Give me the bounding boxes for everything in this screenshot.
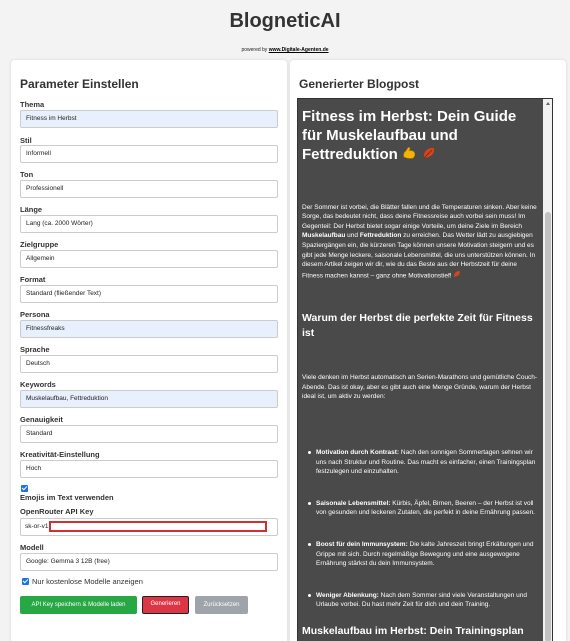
flexed-biceps-icon	[402, 146, 418, 165]
select-zielgruppe[interactable]: Allgemein	[20, 250, 278, 268]
label-stil: Stil	[20, 136, 32, 145]
input-thema[interactable]: Fitness im Herbst	[20, 110, 278, 128]
list-item: Weniger Ablenkung: Nach dem Sommer sind viele Veranstaltungen und Urlaube vorbei. Du hast mehr Zeit für dich und dein Training.	[316, 591, 538, 610]
api-key-input[interactable]	[49, 521, 267, 532]
scroll-up-icon[interactable]	[546, 102, 550, 105]
select-laenge[interactable]: Lang (ca. 2000 Wörter)	[20, 215, 278, 233]
blog-heading: Generierter Blogpost	[299, 77, 420, 91]
label-keywords: Keywords	[20, 380, 56, 389]
intro-keyword-2: Fettreduktion	[359, 232, 402, 240]
powered-link[interactable]: www.Digitale-Agenten.de	[268, 47, 329, 53]
label-persona: Persona	[20, 310, 50, 319]
model-select[interactable]: Google: Gemma 3 12B (free)	[20, 553, 278, 571]
blog-section-heading-2: Muskelaufbau im Herbst: Dein Trainingsplan	[302, 625, 524, 637]
input-persona[interactable]: Fitnessfreaks	[20, 320, 278, 338]
intro-keyword-1: Muskelaufbau	[302, 232, 346, 240]
select-format[interactable]: Standard (fließender Text)	[20, 285, 278, 303]
list-item: Boost für dein Immunsystem: Die kalte Jahreszeit bringt Erkältungen und Grippe mit sich. Durch regelmäßige Bewegung und eine ausgewogene Ernährung stärkst du dein Immunsystem.	[316, 540, 538, 569]
blog-paragraph: Viele denken im Herbst automatisch an Serien-Marathons und gemütliche Couch-Abende. Das ist okay, aber es gibt auch eine Menge Gründe, warum der Herbst ideal ist, um aktiv zu werden:	[302, 374, 538, 401]
input-keywords[interactable]: Muskelaufbau, Fettreduktion	[20, 390, 278, 408]
blog-list	[302, 448, 538, 610]
emoji-checkbox[interactable]	[21, 485, 28, 492]
parameter-heading: Parameter Einstellen	[20, 77, 139, 91]
api-key-label: OpenRouter API Key	[20, 507, 94, 516]
blog-content	[302, 107, 538, 632]
save-api-key-button[interactable]: API Key speichern & Modelle laden	[20, 596, 137, 614]
blog-panel[interactable]	[297, 98, 553, 641]
intro-text-1: Der Sommer ist vorbei, die Blätter fallen und die Temperaturen sinken. Aber keine Sorge, das bedeutet nicht, dass deine Fitnessreise auch vorbei sein muss! Im Gegenteil: Der Herbst bietet sogar einige Vorteile, um deine Ziele im Bereich	[302, 203, 537, 230]
label-zielgruppe: Zielgruppe	[20, 240, 59, 249]
free-models-checkbox[interactable]	[22, 578, 29, 585]
intro-text-3: zu erreichen. Das Wetter lädt zu ausgiebigen Spaziergängen ein, die kürzeren Tage können unsere Motivation steigern und es gibt jede Menge leckere, saisonale Lebensmittel, die uns unterstützen können. In diesem Artikel zeigen wir dir, wie du das Beste aus der Herbstzeit für deine Fitness machen kannst – ganz ohne Motivationstief!	[302, 232, 536, 280]
select-kreativitaet[interactable]: Hoch	[20, 460, 278, 478]
label-genauigkeit: Genauigkeit	[20, 415, 63, 424]
app-title: BlogneticAI	[229, 10, 341, 32]
blog-title	[302, 107, 538, 165]
parameter-card	[11, 60, 287, 641]
list-item: Saisonale Lebensmittel: Kürbis, Äpfel, Birnen, Beeren – der Herbst ist voll von gesunden und leckeren Zutaten, die perfekt in deine Ernährung passen.	[316, 499, 538, 518]
api-key-field	[20, 518, 278, 536]
blog-title-text: Fitness im Herbst: Dein Guide für Muskelaufbau und Fettreduktion	[302, 108, 517, 163]
emoji-label: Emojis im Text verwenden	[20, 493, 114, 502]
blog-scrollbar[interactable]	[543, 99, 552, 641]
label-thema: Thema	[20, 100, 45, 109]
reset-button[interactable]: Zurücksetzen	[195, 596, 248, 614]
select-sprache[interactable]: Deutsch	[20, 355, 278, 373]
generate-button[interactable]: Generieren	[142, 596, 189, 614]
api-key-prefix: sk-or-v1	[25, 523, 49, 530]
label-kreativitaet: Kreativität-Einstellung	[20, 450, 100, 459]
scroll-thumb[interactable]	[545, 212, 551, 641]
free-models-label: Nur kostenlose Modelle anzeigen	[32, 577, 143, 586]
blog-intro	[302, 203, 538, 282]
select-genauigkeit[interactable]: Standard	[20, 425, 278, 443]
blog-card	[290, 60, 566, 641]
intro-text-2: und	[345, 232, 360, 240]
powered-by	[0, 47, 570, 53]
list-item: Motivation durch Kontrast: Nach den sonnigen Sommertagen sehnen wir uns nach Struktur und Routine. Das macht es einfacher, einen Trainingsplan festzulegen und einzuhalten.	[316, 448, 538, 477]
fallen-leaf-icon	[422, 146, 436, 165]
label-format: Format	[20, 275, 46, 284]
select-ton[interactable]: Professionell	[20, 180, 278, 198]
powered-prefix: powered by	[241, 47, 269, 53]
model-label: Modell	[20, 543, 44, 552]
select-stil[interactable]: Informell	[20, 145, 278, 163]
label-ton: Ton	[20, 170, 34, 179]
fallen-leaf-icon	[453, 270, 461, 282]
blog-section-heading: Warum der Herbst die perfekte Zeit für Fitness ist	[302, 312, 533, 340]
label-sprache: Sprache	[20, 345, 50, 354]
label-laenge: Länge	[20, 205, 43, 214]
